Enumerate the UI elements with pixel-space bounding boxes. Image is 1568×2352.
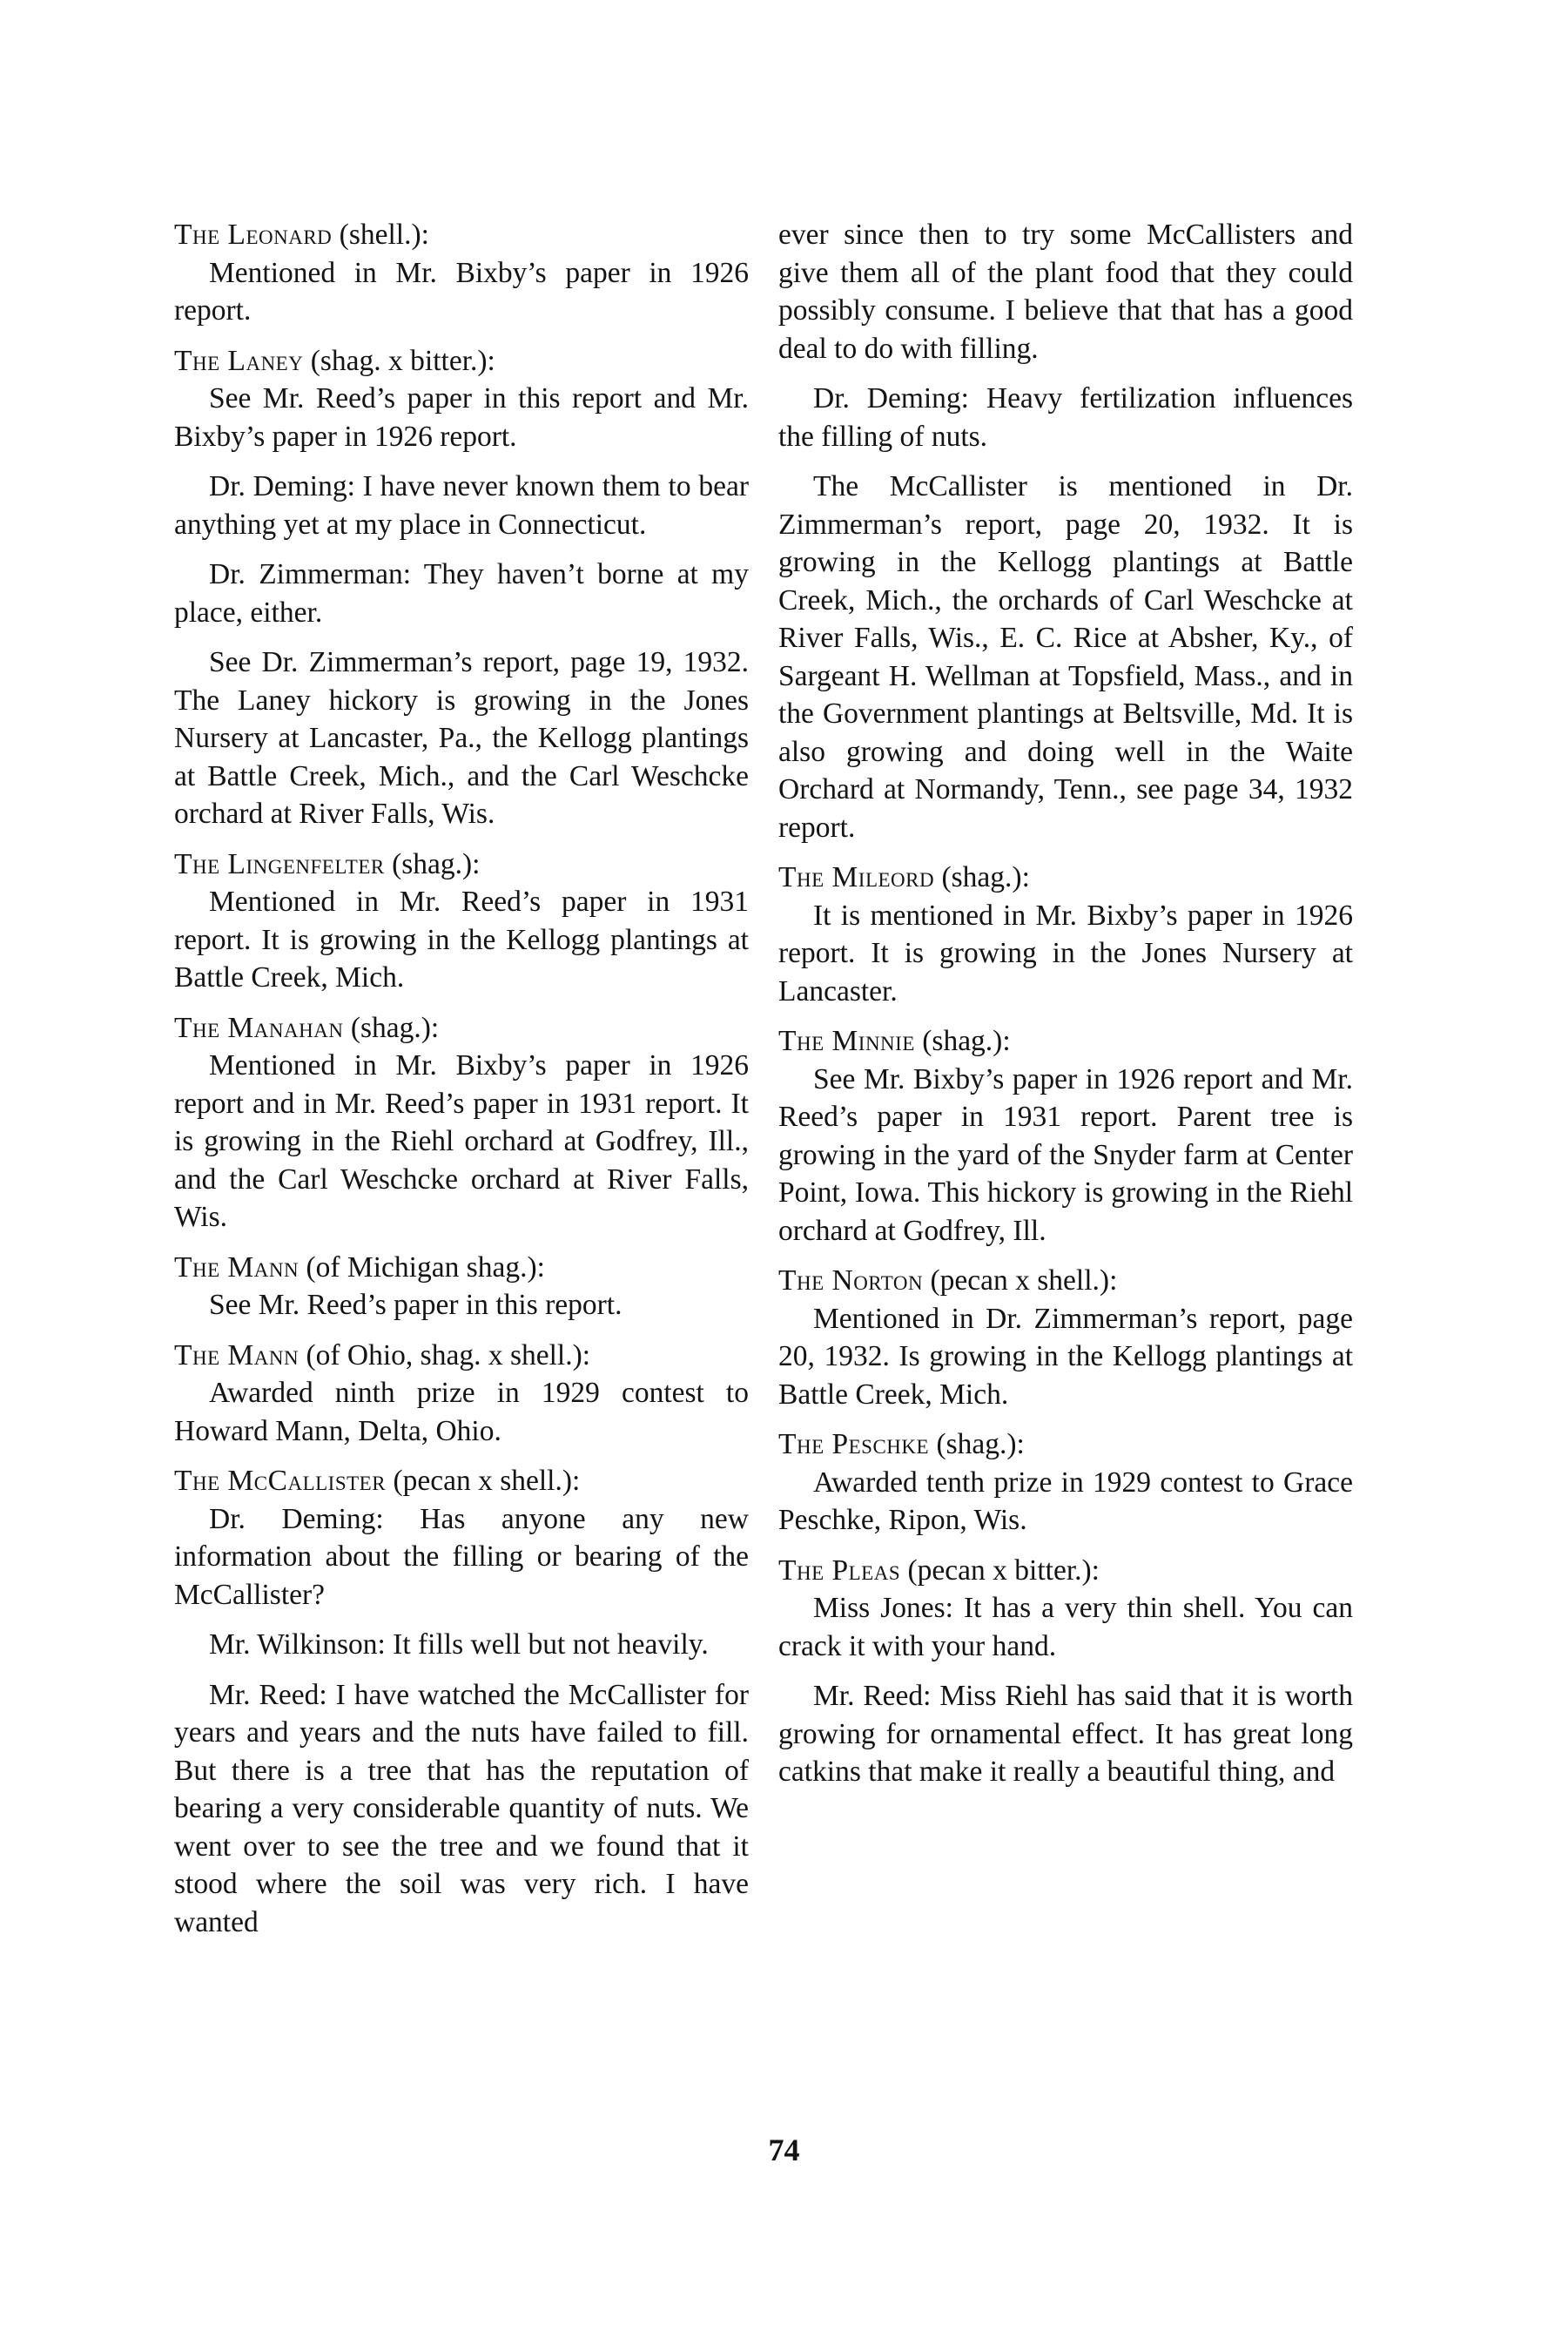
entry-text-mileord: It is mentioned in Mr. Bixby’s paper in 1926 report. It is growing in the Jones Nursery at Lancaster. — [778, 899, 1353, 1008]
page-number: 74 — [768, 2133, 800, 2167]
paragraph-laney-report: See Dr. Zimmerman’s report, page 19, 1932. The Laney hickory is growing in the Jones Nursery at Lancaster, Pa., the Kellogg plantings at Battle Creek, Mich., and the Carl Weschcke orchard at River Falls, Wis. — [174, 646, 749, 830]
entry-text-lingenfelter: Mentioned in Mr. Reed’s paper in 1931 report. It is growing in the Kellogg plantings at Battle Creek, Mich. — [174, 886, 749, 994]
entry-heading-pleas: The Pleas (pecan x bitter.): — [778, 1553, 1100, 1587]
left-column — [174, 216, 749, 1941]
paragraph-zimmerman-1: Dr. Zimmerman: They haven’t borne at my place, either. — [174, 558, 749, 629]
entry-text-minnie: See Mr. Bixby’s paper in 1926 report and Mr. Reed’s paper in 1931 report. Parent tree is growing in the yard of the Snyder farm at Center Point, Iowa. This hickory is growing in the Riehl orchard at Godfrey, Ill. — [778, 1062, 1353, 1247]
entry-text-manahan: Mentioned in Mr. Bixby’s paper in 1926 report and in Mr. Reed’s paper in 1931 report. It is growing in the Riehl orchard at Godfrey, Ill., and the Carl Weschcke orchard at River Falls, Wis. — [174, 1049, 749, 1233]
entry-text-mann-ohio: Awarded ninth prize in 1929 contest to Howard Mann, Delta, Ohio. — [174, 1377, 749, 1447]
entry-text-mann-michigan: See Mr. Reed’s paper in this report. — [209, 1289, 622, 1321]
entry-heading-mileord: The Mileord (shag.): — [778, 861, 1030, 893]
paragraph-wilkinson: Mr. Wilkinson: It fills well but not heavily. — [209, 1628, 709, 1661]
entry-heading-norton: The Norton (pecan x shell.): — [778, 1264, 1118, 1297]
right-column — [778, 216, 1353, 1791]
entry-heading-mccallister: The McCallister (pecan x shell.): — [174, 1465, 581, 1497]
entry-text-norton: Mentioned in Dr. Zimmerman’s report, page 20, 1932. Is growing in the Kellogg plantings at Battle Creek, Mich. — [778, 1302, 1353, 1411]
entry-text-laney: See Mr. Reed’s paper in this report and Mr. Bixby’s paper in 1926 report. — [174, 382, 749, 453]
entry-heading-leonard: The Leonard (shell.): — [174, 219, 429, 251]
paragraph-continued: ever since then to try some McCallisters and give them all of the plant food that they could possibly consume. I believe that that has a good deal to do with filling. — [778, 219, 1353, 365]
paragraph-reed-1: Mr. Reed: I have watched the McCallister for years and years and the nuts have failed to fill. But there is a tree that has the reputation of bearing a very considerable quantity of nuts. We went over to see the tree and we found that it stood where the soil was very rich. I have wanted — [174, 1678, 749, 1938]
paragraph-deming-2: Dr. Deming: Heavy fertilization influences the filling of nuts. — [778, 382, 1353, 453]
paragraph-reed-2: Mr. Reed: Miss Riehl has said that it is worth growing for ornamental effect. It has great long catkins that make it really a beautiful thing, and — [778, 1680, 1353, 1788]
entry-heading-manahan: The Manahan (shag.): — [174, 1011, 440, 1044]
entry-heading-laney: The Laney (shag. x bitter.): — [174, 344, 495, 377]
paragraph-deming-1: Dr. Deming: I have never known them to bear anything yet at my place in Connecticut. — [174, 470, 749, 541]
entry-heading-mann-michigan: The Mann (of Michigan shag.): — [174, 1250, 545, 1284]
entry-heading-lingenfelter: The Lingenfelter (shag.): — [174, 847, 481, 880]
entry-text-peschke: Awarded tenth prize in 1929 contest to Grace Peschke, Ripon, Wis. — [778, 1466, 1353, 1536]
entry-heading-mann-ohio: The Mann (of Ohio, shag. x shell.): — [174, 1338, 591, 1371]
entry-heading-peschke: The Peschke (shag.): — [778, 1428, 1025, 1460]
entry-heading-minnie: The Minnie (shag.): — [778, 1025, 1011, 1057]
entry-text-pleas: Miss Jones: It has a very thin shell. You can crack it with your hand. — [778, 1592, 1353, 1662]
entry-text-leonard: Mentioned in Mr. Bixby’s paper in 1926 report. — [174, 256, 749, 327]
paragraph-mccallister-report: The McCallister is mentioned in Dr. Zimmerman’s report, page 20, 1932. It is growing in the Kellogg plantings at Battle Creek, Mich., the orchards of Carl Weschcke at River Falls, Wis., E. C. Rice at Absher, Ky., of Sargeant H. Wellman at Topsfield, Mass., and in the Government plantings at Beltsville, Md. It is also growing and doing well in the Waite Orchard at Normandy, Tenn., see page 34, 1932 report. — [778, 470, 1353, 844]
entry-text-mccallister: Dr. Deming: Has anyone any new information about the filling or bearing of the McCallister? — [174, 1502, 749, 1611]
